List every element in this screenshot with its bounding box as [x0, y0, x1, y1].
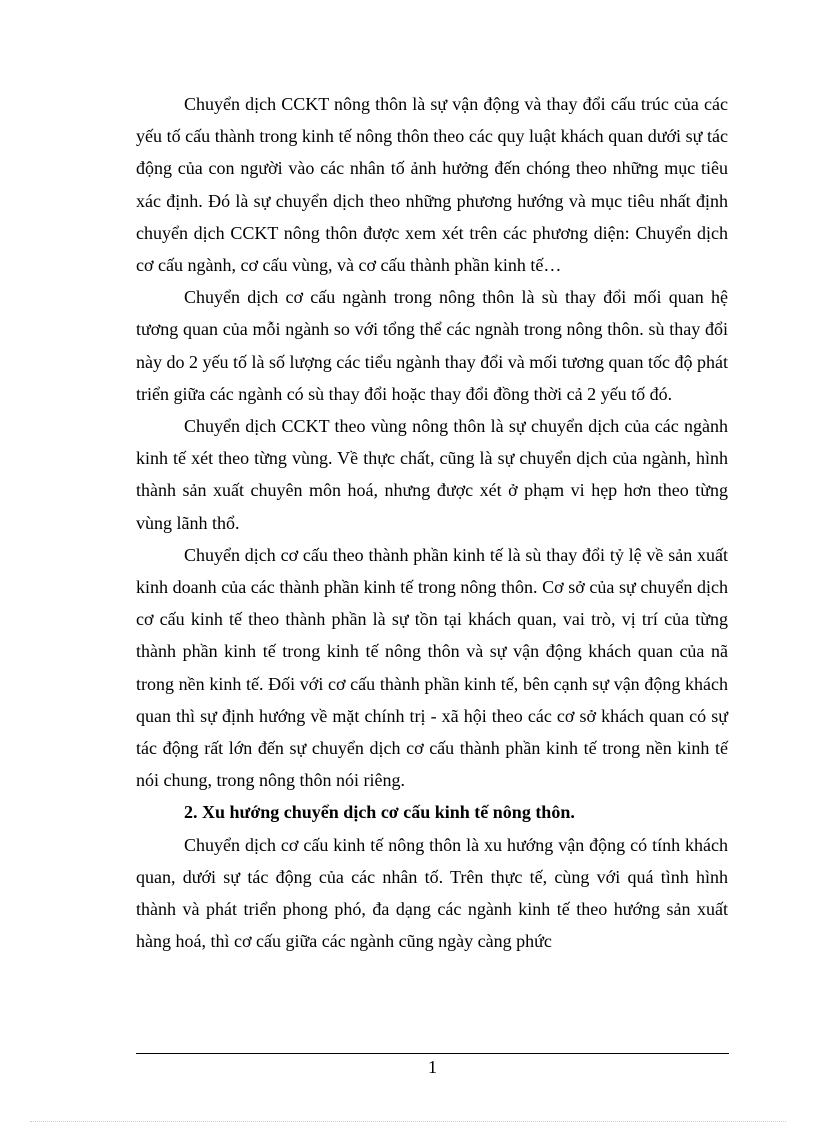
paragraph-sector-structure: Chuyển dịch cơ cấu ngành trong nông thôn là sù thay đổi mối quan hệ tương quan của mỗi ngành so với tổng thể các ngnàh trong nông thôn. sù thay đổi này do 2 yếu tố là số lượng các tiểu ngành thay đổi và mối tương quan tốc độ phát triển giữa các ngành có sù thay đổi hoặc thay đổi đồng thời cả 2 yếu tố đó. — [136, 287, 728, 404]
page-bottom-border — [30, 1121, 786, 1122]
section-heading: 2. Xu hướng chuyển dịch cơ cấu kinh tế nông thôn. — [184, 802, 575, 823]
footer-divider — [136, 1053, 729, 1054]
paragraph-trend: Chuyển dịch cơ cấu kinh tế nông thôn là xu hướng vận động có tính khách quan, dưới sự tác động của các nhân tố. Trên thực tế, cùng với quá tình hình thành và phát triển phong phó, đa dạng các ngành kinh tế theo hướng sản xuất hàng hoá, thì cơ cấu giữa các ngành cũng ngày càng phức — [136, 834, 728, 952]
paragraph-regional-structure: Chuyển dịch CCKT theo vùng nông thôn là sự chuyển dịch của các ngành kinh tế xét theo từng vùng. Về thực chất, cũng là sự chuyển dịch của ngành, hình thành sản xuất chuyên môn hoá, nhưng được xét ở phạm vi hẹp hơn theo từng vùng lãnh thổ. — [136, 416, 728, 533]
document-page — [136, 88, 728, 957]
page-number: 1 — [428, 1057, 437, 1077]
paragraph-rural-structure-definition: Chuyển dịch CCKT nông thôn là sự vận động và thay đổi cấu trúc của các yếu tố cấu thành trong kinh tế nông thôn theo các quy luật khách quan dưới sự tác động của con người vào các nhân tố ảnh hưởng đến chóng theo những mục tiêu xác định. Đó là sự chuyển dịch theo những phương hướng và mục tiêu nhất định chuyển dịch CCKT nông thôn được xem xét trên các phương diện: Chuyển dịch cơ cấu ngành, cơ cấu vùng, và cơ cấu thành phần kinh tế… — [136, 94, 728, 276]
paragraph-economic-sector-ownership: Chuyển dịch cơ cấu theo thành phần kinh tế là sù thay đổi tỷ lệ về sản xuất kinh doanh của các thành phần kinh tế trong nông thôn. Cơ sở của sự chuyển dịch cơ cấu kinh tế theo thành phần là sự tồn tại khách quan, vai trò, vị trí của từng thành phần kinh tế trong kinh tế nông thôn và sự vận động khách quan của nã trong nền kinh tế. Đối với cơ cấu thành phần kinh tế, bên cạnh sự vận động khách quan thì sự định hướng về mặt chính trị - xã hội theo các cơ sở khách quan có sự tác động rất lớn đến sự chuyển dịch cơ cấu thành phần kinh tế trong nền kinh tế nói chung, trong nông thôn nói riêng. — [136, 544, 728, 791]
